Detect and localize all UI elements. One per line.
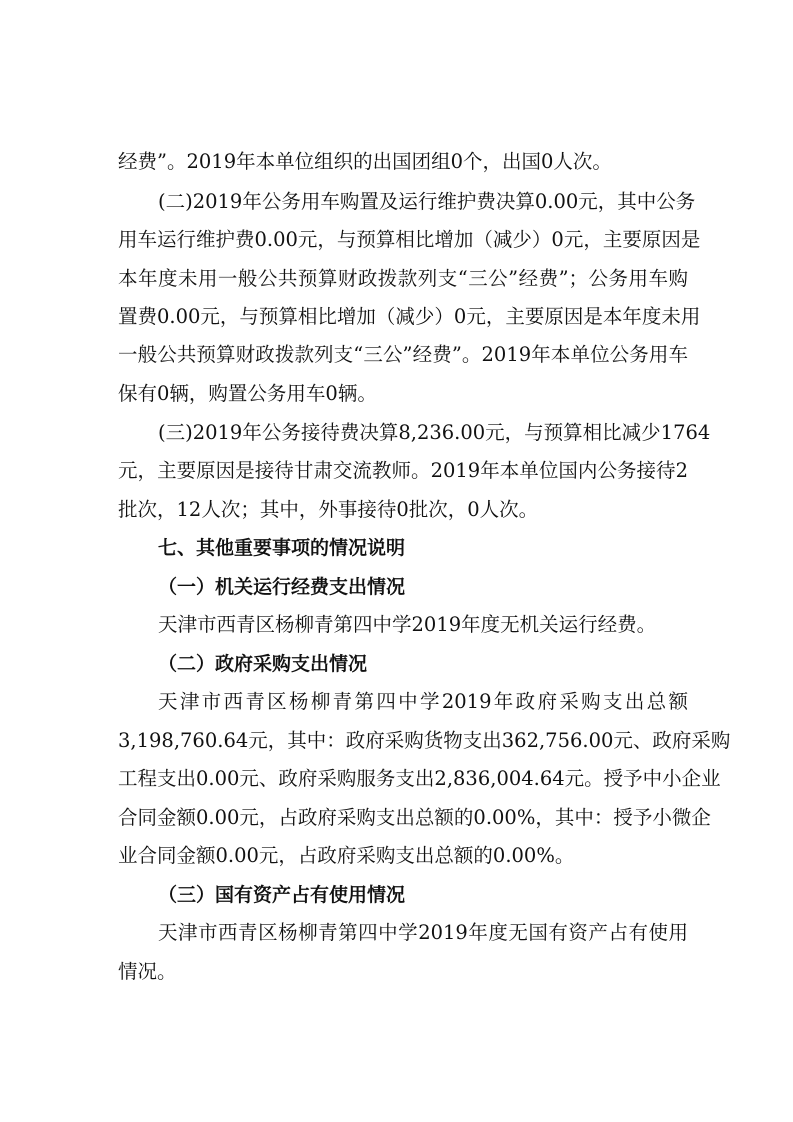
- paragraph-line: 元，主要原因是接待甘肃交流教师。2019年本单位国内公务接待2: [118, 459, 688, 482]
- paragraph-line: 用车运行维护费0.00元，与预算相比增加（减少）0元，主要原因是: [118, 228, 701, 251]
- subsection-heading: （二）政府采购支出情况: [158, 653, 368, 675]
- paragraph-line: 天津市西青区杨柳青第四中学2019年度无国有资产占有使用: [158, 921, 688, 944]
- paragraph-line: 合同金额0.00元，占政府采购支出总额的0.00%，其中：授予小微企: [118, 806, 711, 829]
- paragraph-line: 批次，12人次；其中，外事接待0批次，0人次。: [118, 498, 539, 521]
- paragraph-line: 经费”。2019年本单位组织的出国团组0个，出国0人次。: [118, 150, 612, 173]
- paragraph-line: (三)2019年公务接待费决算8,236.00元，与预算相比减少1764: [158, 421, 711, 444]
- paragraph-line: 工程支出0.00元、政府采购服务支出2,836,004.64元。授予中小企业: [118, 767, 721, 790]
- section-heading: 七、其他重要事项的情况说明: [158, 537, 406, 559]
- paragraph-line: 天津市西青区杨柳青第四中学2019年政府采购支出总额: [158, 690, 688, 713]
- paragraph-line: 3,198,760.64元，其中：政府采购货物支出362,756.00元、政府采购: [118, 729, 731, 752]
- paragraph-line: 保有0辆，购置公务用车0辆。: [118, 382, 377, 405]
- paragraph-line: 业合同金额0.00元，占政府采购支出总额的0.00%。: [118, 844, 575, 867]
- paragraph-line: 天津市西青区杨柳青第四中学2019年度无机关运行经费。: [158, 613, 657, 636]
- paragraph-line: 一般公共预算财政拨款列支“三公”经费”。2019年本单位公务用车: [118, 343, 688, 366]
- subsection-heading: （一）机关运行经费支出情况: [158, 576, 406, 598]
- paragraph-line: (二)2019年公务用车购置及运行维护费决算0.00元，其中公务: [158, 190, 696, 213]
- paragraph-line: 置费0.00元，与预算相比增加（减少）0元，主要原因是本年度未用: [118, 305, 701, 328]
- paragraph-line: 情况。: [118, 960, 177, 983]
- subsection-heading: （三）国有资产占有使用情况: [158, 884, 406, 906]
- paragraph-line: 本年度未用一般公共预算财政拨款列支“三公”经费”；公务用车购: [118, 267, 688, 290]
